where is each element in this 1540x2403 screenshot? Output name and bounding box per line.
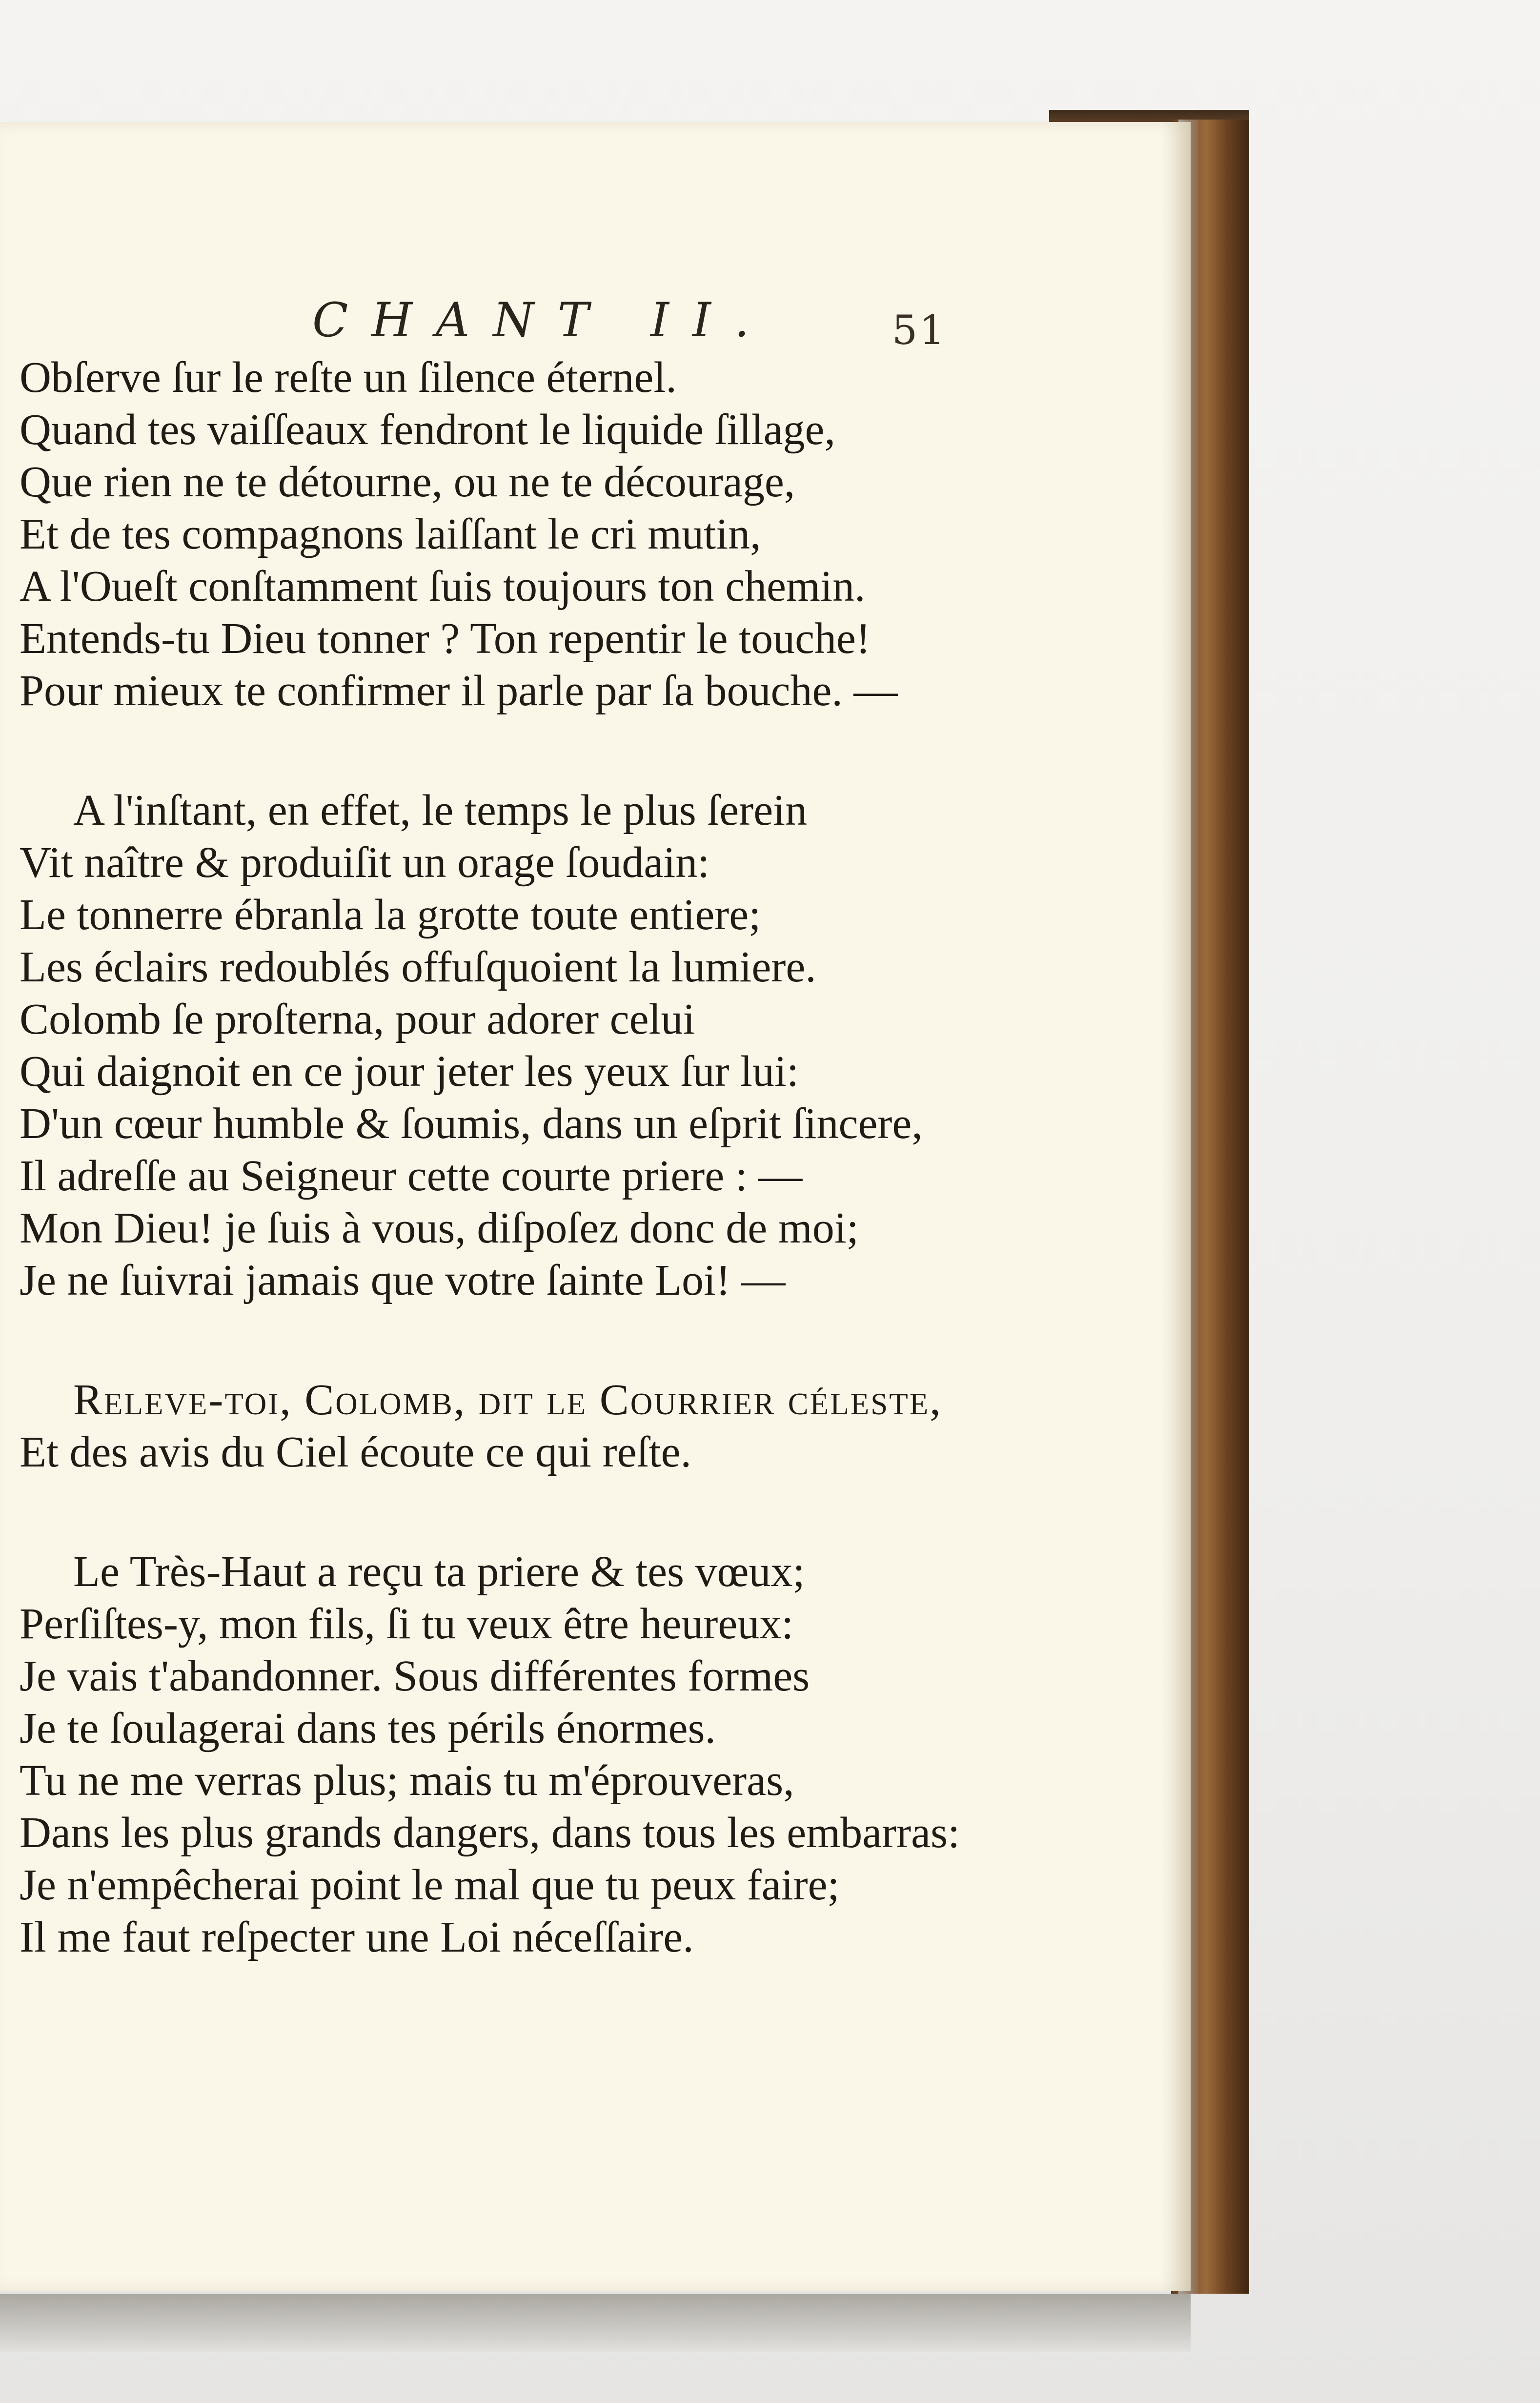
verse-line: Le Très-Haut a reçu ta priere & tes vœux; [73,1548,805,1596]
stanza-break [20,717,986,784]
verse-line: Vit naître & produiſit un orage ſoudain: [20,838,710,887]
page-bottom-shadow [0,2294,1191,2352]
verse-line: Colomb ſe proſterna, pour adorer celui [20,995,695,1043]
page-number: 51 [892,307,947,354]
verse-line: Entends-tu Dieu tonner ? Ton repentir le touche! [20,614,871,663]
verse-line: Quand tes vaiſſeaux fendront le liquide ſillage, [20,406,835,454]
stanza-break [20,1478,986,1546]
stanza-break [20,1306,986,1374]
stanza-4 [20,1546,986,1963]
verse-line: A l'inſtant, en effet, le temps le plus ſerein [73,786,808,835]
verse-line: Je ne ſuivrai jamais que votre ſainte Loi! — [20,1256,786,1304]
stanza-2 [20,784,986,1306]
verse-line: Mon Dieu! je ſuis à vous, diſpoſez donc de moi; [20,1204,859,1252]
poem-text [20,351,986,1963]
verse-line: Il adreſſe au Seigneur cette courte priere : — [20,1152,803,1200]
verse-line: Releve-toi, Colomb, dit le Courrier céleſte, [73,1376,942,1424]
verse-line: Obſerve ſur le reſte un ſilence éternel. [20,353,677,402]
verse-line: Perſiſtes-y, mon fils, ſi tu veux être heureux: [20,1600,794,1648]
verse-line: Je te ſoulagerai dans tes périls énormes. [20,1704,716,1752]
verse-line: Je vais t'abandonner. Sous différentes formes [20,1652,810,1700]
verse-line: Qui daignoit en ce jour jeter les yeux ſur lui: [20,1047,799,1096]
verse-line: Je n'empêcherai point le mal que tu peux faire; [20,1861,840,1909]
verse-line: Dans les plus grands dangers, dans tous les embarras: [20,1809,960,1857]
verse-line: Et des avis du Ciel écoute ce qui reſte. [20,1428,692,1476]
verse-line: Que rien ne te détourne, ou ne te décourage, [20,458,795,506]
verse-line: A l'Oueſt conſtamment ſuis toujours ton chemin. [20,562,866,611]
verse-line: Il me faut reſpecter une Loi néceſſaire. [20,1913,694,1961]
verse-line: Les éclairs redoublés offuſquoient la lumiere. [20,943,816,991]
verse-line: Tu ne me verras plus; mais tu m'éprouveras, [20,1756,794,1805]
verse-line: Le tonnerre ébranla la grotte toute entiere; [20,891,761,939]
running-title: CHANT II. [312,293,773,347]
verse-line: Et de tes compagnons laiſſant le cri mutin, [20,510,761,558]
page-gutter-shadow [1161,122,1191,2291]
stanza-3 [20,1374,986,1478]
stanza-1 [20,351,986,717]
verse-line: D'un cœur humble & ſoumis, dans un eſprit ſincere, [20,1100,923,1148]
verse-line: Pour mieux te confirmer il parle par ſa bouche. — [20,667,898,715]
